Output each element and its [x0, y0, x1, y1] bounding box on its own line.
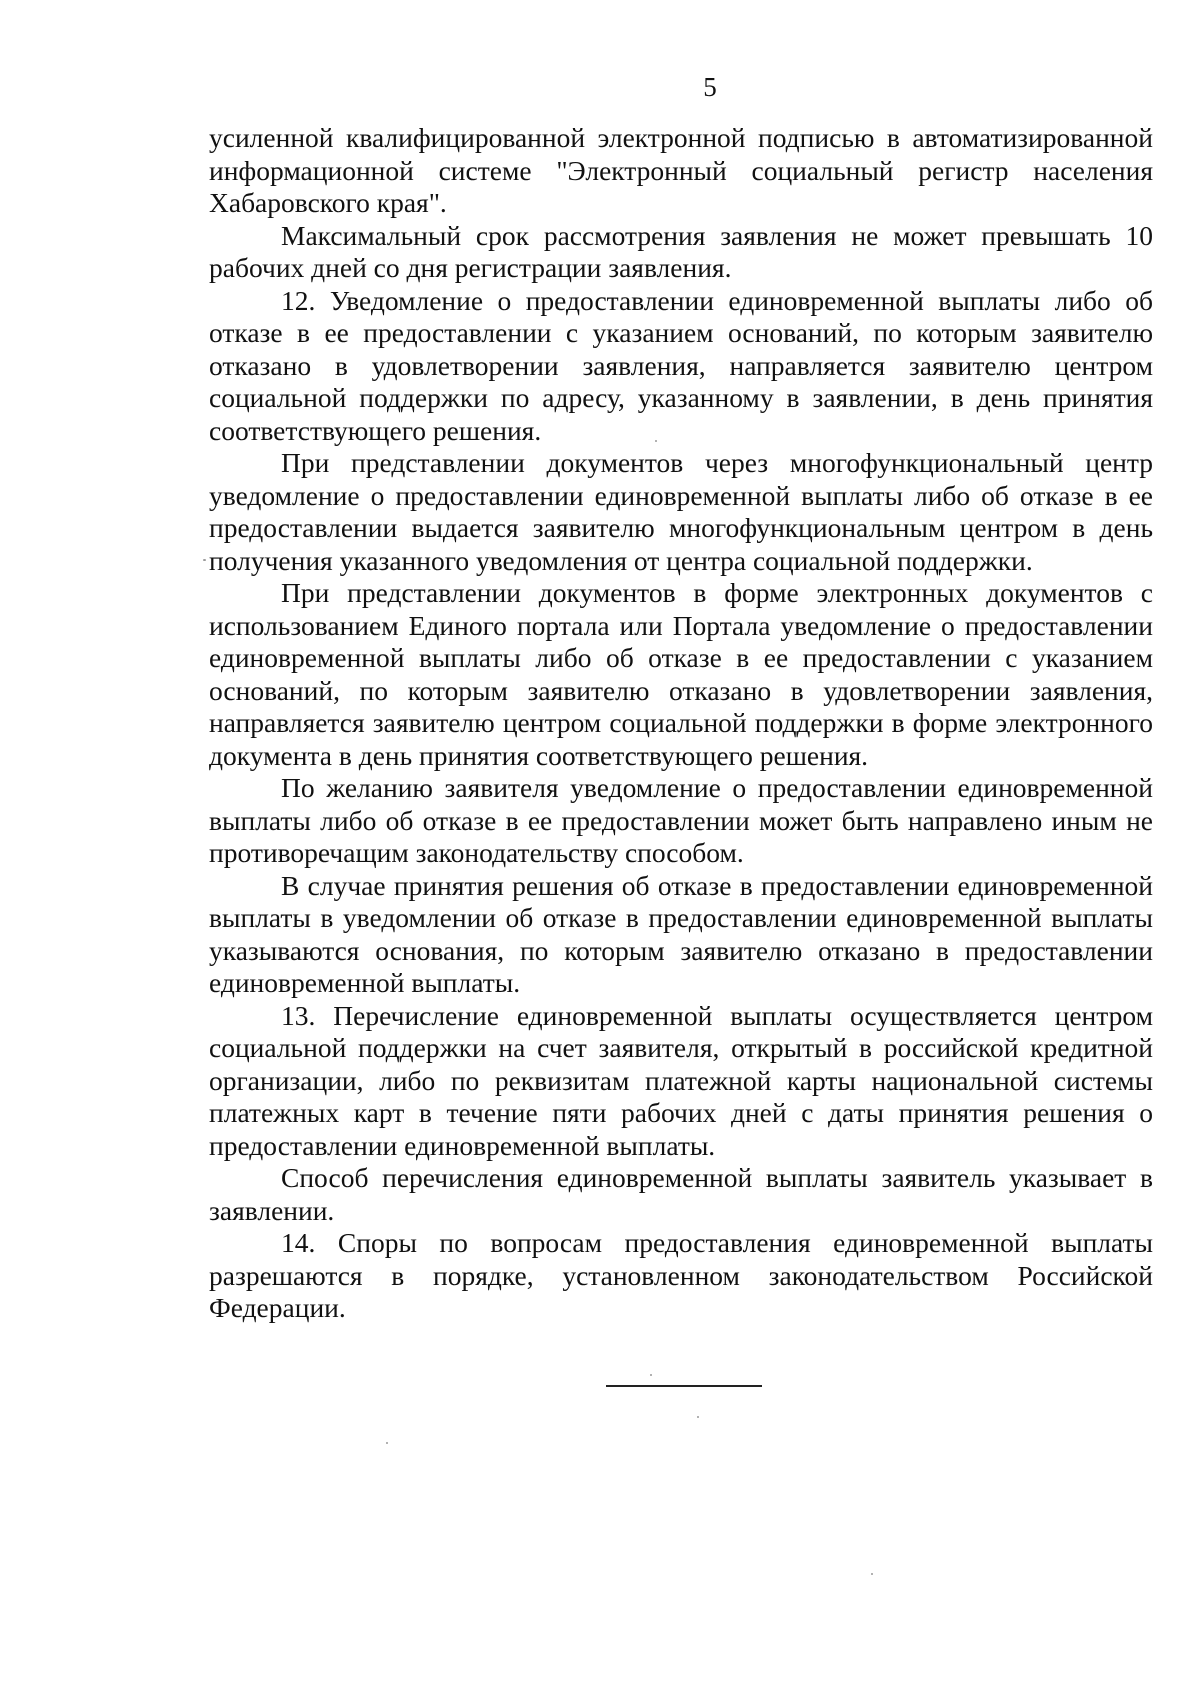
paragraph-refusal-grounds: В случае принятия решения об отказе в предоставлении единовременной выплаты в уведомлении об отказе в предоставлении единовременной выплаты указываются основания, по которым заявителю отказано в предоставлении единовременной выплаты.: [209, 869, 1153, 998]
end-of-document-rule: [606, 1385, 762, 1387]
scan-speck: [697, 1416, 699, 1418]
scan-speck: [386, 1442, 388, 1444]
page-number: 5: [703, 72, 717, 102]
paragraph-electronic-notice: При представлении документов в форме электронных документов с использованием Единого портала или Портала уведомление о предоставлении единовременной выплаты либо об отказе в ее предоставлении с указанием оснований, по которым заявителю отказано в удовлетворении заявления, направляется заявителю центром социальной поддержки в форме электронного документа в день принятия соответствующего решения.: [209, 577, 1153, 771]
document-body: [209, 122, 1153, 1325]
scan-speck: [871, 1573, 873, 1575]
scan-speck: [203, 559, 206, 561]
scan-speck: [650, 1374, 652, 1376]
paragraph-review-term: Максимальный срок рассмотрения заявления не может превышать 10 рабочих дней со дня регистрации заявления.: [209, 219, 1153, 283]
paragraph-item-13: 13. Перечисление единовременной выплаты осуществляется центром социальной поддержки на счет заявителя, открытый в российской кредитной организации, либо по реквизитам платежной карты национальной системы платежных карт в течение пяти рабочих дней с даты принятия решения о предоставлении единовременной выплаты.: [209, 999, 1153, 1161]
paragraph-transfer-method: Способ перечисления единовременной выплаты заявитель указывает в заявлении.: [209, 1162, 1153, 1226]
paragraph-item-14: 14. Споры по вопросам предоставления единовременной выплаты разрешаются в порядке, установленном законодательством Российской Федерации.: [209, 1227, 1153, 1323]
paragraph-other-method: По желанию заявителя уведомление о предоставлении единовременной выплаты либо об отказе в ее предоставлении может быть направлено иным не противоречащим законодательству способом.: [209, 772, 1153, 868]
paragraph-continuation: усиленной квалифицированной электронной подписью в автоматизированной информационной системе "Электронный социальный регистр населения Хабаровского края".: [209, 122, 1153, 218]
paragraph-item-12: 12. Уведомление о предоставлении единовременной выплаты либо об отказе в ее предоставлении с указанием оснований, по которым заявителю отказано в удовлетворении заявления, направляется заявителю центром социальной поддержки по адресу, указанному в заявлении, в день принятия соответствующего решения.: [209, 284, 1153, 446]
scan-speck: [655, 440, 657, 442]
paragraph-mfc-notice: При представлении документов через многофункциональный центр уведомление о предоставлении единовременной выплаты либо об отказе в ее предоставлении выдается заявителю многофункциональным центром в день получения указанного уведомления от центра социальной поддержки.: [209, 447, 1153, 576]
